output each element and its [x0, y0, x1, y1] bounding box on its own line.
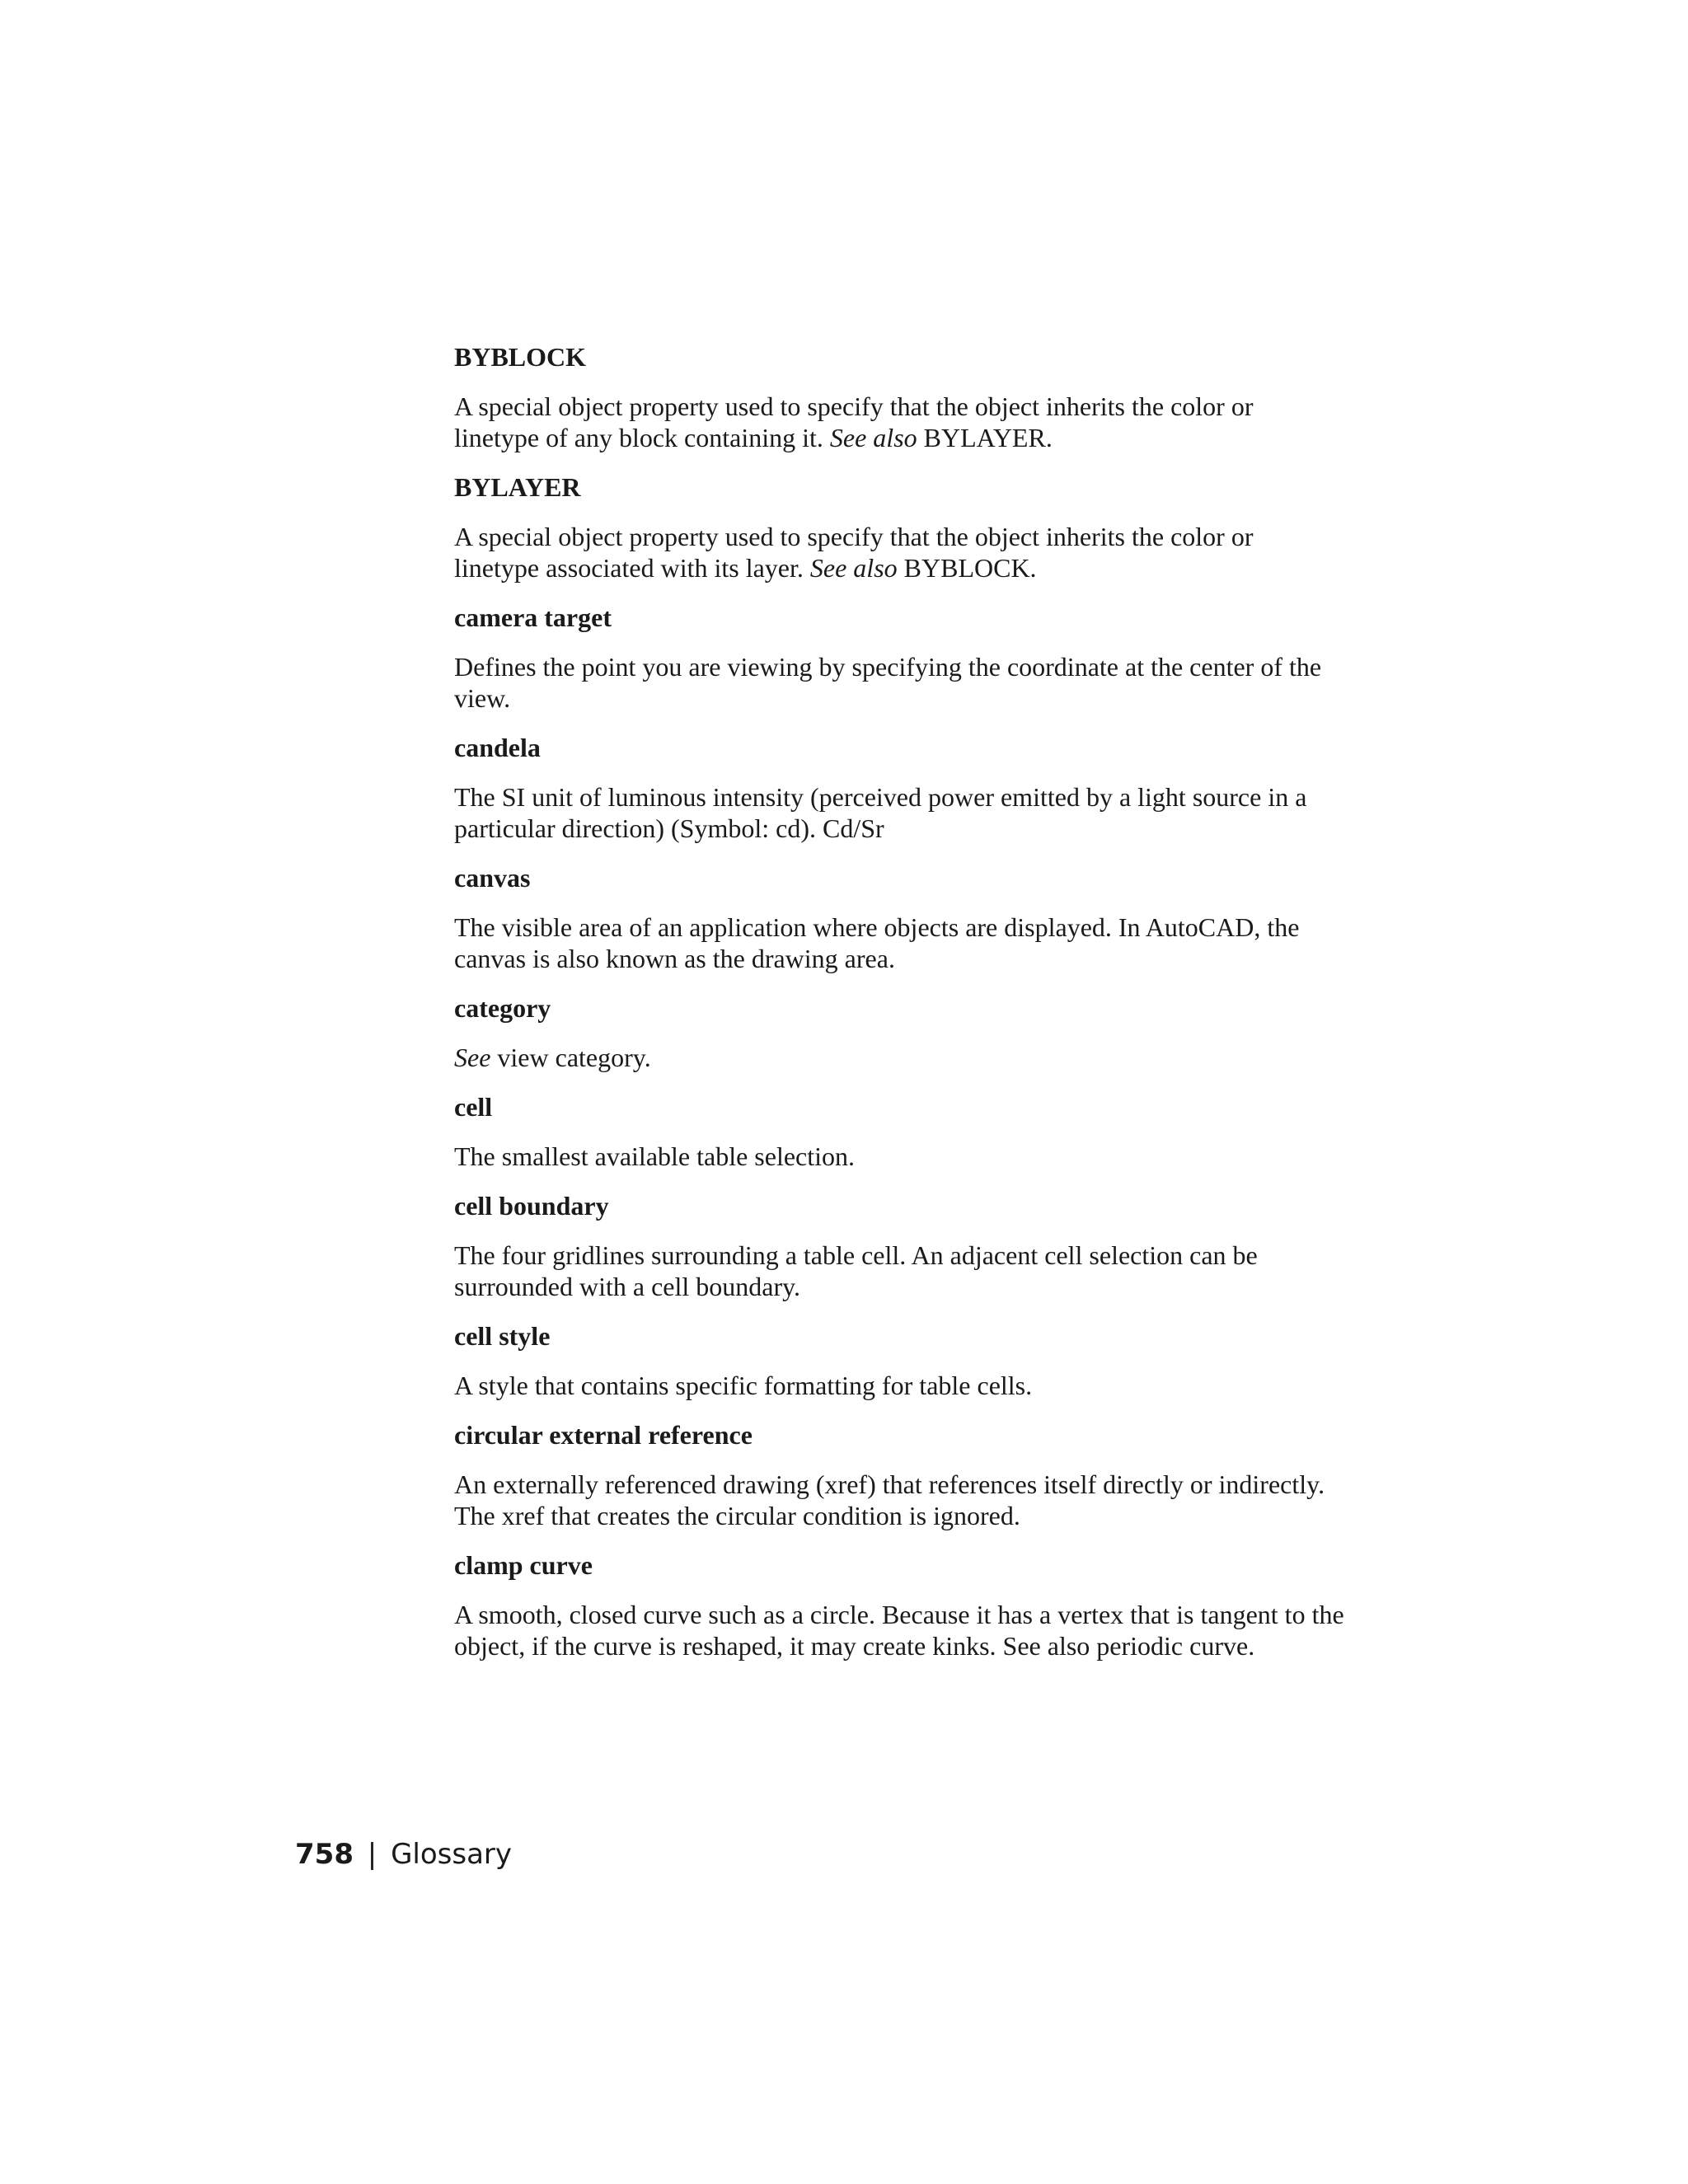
- glossary-term: camera target: [454, 602, 612, 632]
- definition-text: The visible area of an application where objects are displayed. In AutoCAD, the canvas is also known as the drawing area.: [454, 912, 1300, 973]
- glossary-term: cell boundary: [454, 1191, 609, 1221]
- glossary-term: category: [454, 993, 551, 1023]
- footer-separator: |: [367, 1838, 377, 1871]
- glossary-entry: [454, 341, 1344, 453]
- glossary-definition: [454, 1599, 1344, 1661]
- glossary-term: canvas: [454, 863, 531, 893]
- definition-text: A smooth, closed curve such as a circle. Because it has a vertex that is tangent to the object, if the curve is reshaped, it may create kinks. See also periodic curve.: [454, 1600, 1344, 1661]
- glossary-list: [454, 341, 1344, 1680]
- glossary-entry: [454, 732, 1344, 844]
- glossary-term: cell: [454, 1092, 493, 1122]
- glossary-definition: [454, 912, 1344, 974]
- glossary-definition: [454, 1141, 1344, 1172]
- cross-reference-label: See also: [829, 423, 917, 452]
- glossary-entry: [454, 1091, 1344, 1172]
- cross-reference-label: See also: [809, 553, 898, 583]
- glossary-entry: [454, 992, 1344, 1073]
- glossary-term: BYBLOCK: [454, 342, 587, 372]
- definition-text: A style that contains specific formatting for table cells.: [454, 1371, 1033, 1400]
- definition-text: A special object property used to specify that the object inherits the color or linetype associated with its layer.: [454, 522, 1254, 583]
- glossary-entry: [454, 471, 1344, 583]
- glossary-definition: [454, 1469, 1344, 1531]
- glossary-definition: [454, 1240, 1344, 1302]
- cross-reference-label: See: [454, 1043, 491, 1072]
- footer-section-title: Glossary: [391, 1838, 513, 1871]
- glossary-definition: [454, 521, 1344, 583]
- page-footer: [295, 1838, 512, 1871]
- glossary-entry: [454, 1190, 1344, 1302]
- definition-text: Defines the point you are viewing by specifying the coordinate at the center of the view.: [454, 652, 1322, 713]
- definition-text: A special object property used to specify that the object inherits the color or linetype of any block containing it.: [454, 391, 1254, 452]
- glossary-entry: [454, 602, 1344, 714]
- glossary-term: cell style: [454, 1321, 551, 1351]
- glossary-entry: [454, 862, 1344, 974]
- definition-text: The smallest available table selection.: [454, 1141, 856, 1171]
- definition-text: view category.: [490, 1043, 651, 1072]
- glossary-term: circular external reference: [454, 1420, 753, 1450]
- glossary-definition: [454, 391, 1344, 453]
- definition-text: The SI unit of luminous intensity (perceived power emitted by a light source in a particular direction) (Symbol: cd). Cd/Sr: [454, 782, 1307, 843]
- definition-text: The four gridlines surrounding a table cell. An adjacent cell selection can be surrounded with a cell boundary.: [454, 1240, 1258, 1301]
- glossary-definition: [454, 781, 1344, 844]
- glossary-term: BYLAYER: [454, 472, 581, 502]
- glossary-entry: [454, 1549, 1344, 1661]
- glossary-entry: [454, 1419, 1344, 1531]
- definition-text: BYBLOCK.: [897, 553, 1037, 583]
- glossary-definition: [454, 1370, 1344, 1401]
- glossary-definition: [454, 1042, 1344, 1073]
- glossary-entry: [454, 1320, 1344, 1401]
- definition-text: An externally referenced drawing (xref) that references itself directly or indirectly. The xref that creates the circular condition is ignored.: [454, 1469, 1325, 1530]
- glossary-term: candela: [454, 733, 541, 762]
- glossary-definition: [454, 651, 1344, 714]
- page-number: 758: [295, 1838, 354, 1871]
- glossary-term: clamp curve: [454, 1550, 593, 1580]
- definition-text: BYLAYER.: [917, 423, 1053, 452]
